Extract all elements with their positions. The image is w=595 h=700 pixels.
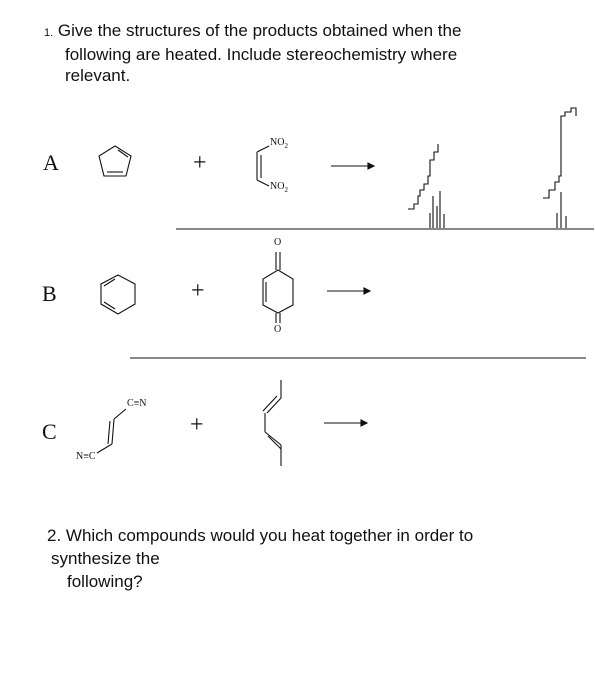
carbonyl-oxygen-top-label: O <box>274 237 282 248</box>
product-sketch-a1 <box>408 144 444 228</box>
row-b-label: B <box>42 281 57 306</box>
question-2-line-1: 2. Which compounds would you heat together in order to <box>47 526 474 545</box>
row-a-plus: + <box>193 150 207 176</box>
question-1-number: 1. <box>44 27 54 39</box>
dinitroethylene-structure <box>257 146 269 186</box>
row-b-plus: + <box>191 278 205 304</box>
nitro-bottom-text: $NO_2$ <box>270 181 288 194</box>
question-1-line-1: Give the structures of the products obtained when the <box>57 21 462 40</box>
dicyanoalkene-structure <box>97 409 126 453</box>
row-c-label: C <box>42 419 57 444</box>
reaction-arrow-a <box>331 163 374 169</box>
nitrile-bottom-label: N≡C <box>76 451 96 462</box>
question-2-text <box>47 524 567 593</box>
question-2-line-3: following? <box>67 572 143 591</box>
cyclopentadiene-structure <box>99 146 131 176</box>
reaction-arrow-c <box>324 420 367 426</box>
nitro-top-text: $NO_2$ <box>270 137 288 150</box>
row-c-plus: + <box>190 412 204 438</box>
diene-structure <box>263 380 281 466</box>
question-1-line-3: relevant. <box>65 66 131 85</box>
nitrile-top-label: C≡N <box>127 398 147 409</box>
cyclohexadiene-structure <box>101 275 135 314</box>
product-sketch-a2 <box>543 108 576 228</box>
row-a-label: A <box>43 150 59 175</box>
question-1-line-2: following are heated. Include stereochemistry where <box>65 45 458 64</box>
question-2-line-2: synthesize the <box>51 549 160 568</box>
benzoquinone-structure <box>263 252 293 323</box>
reaction-arrow-b <box>327 288 370 294</box>
carbonyl-oxygen-bottom-label: O <box>274 324 282 335</box>
